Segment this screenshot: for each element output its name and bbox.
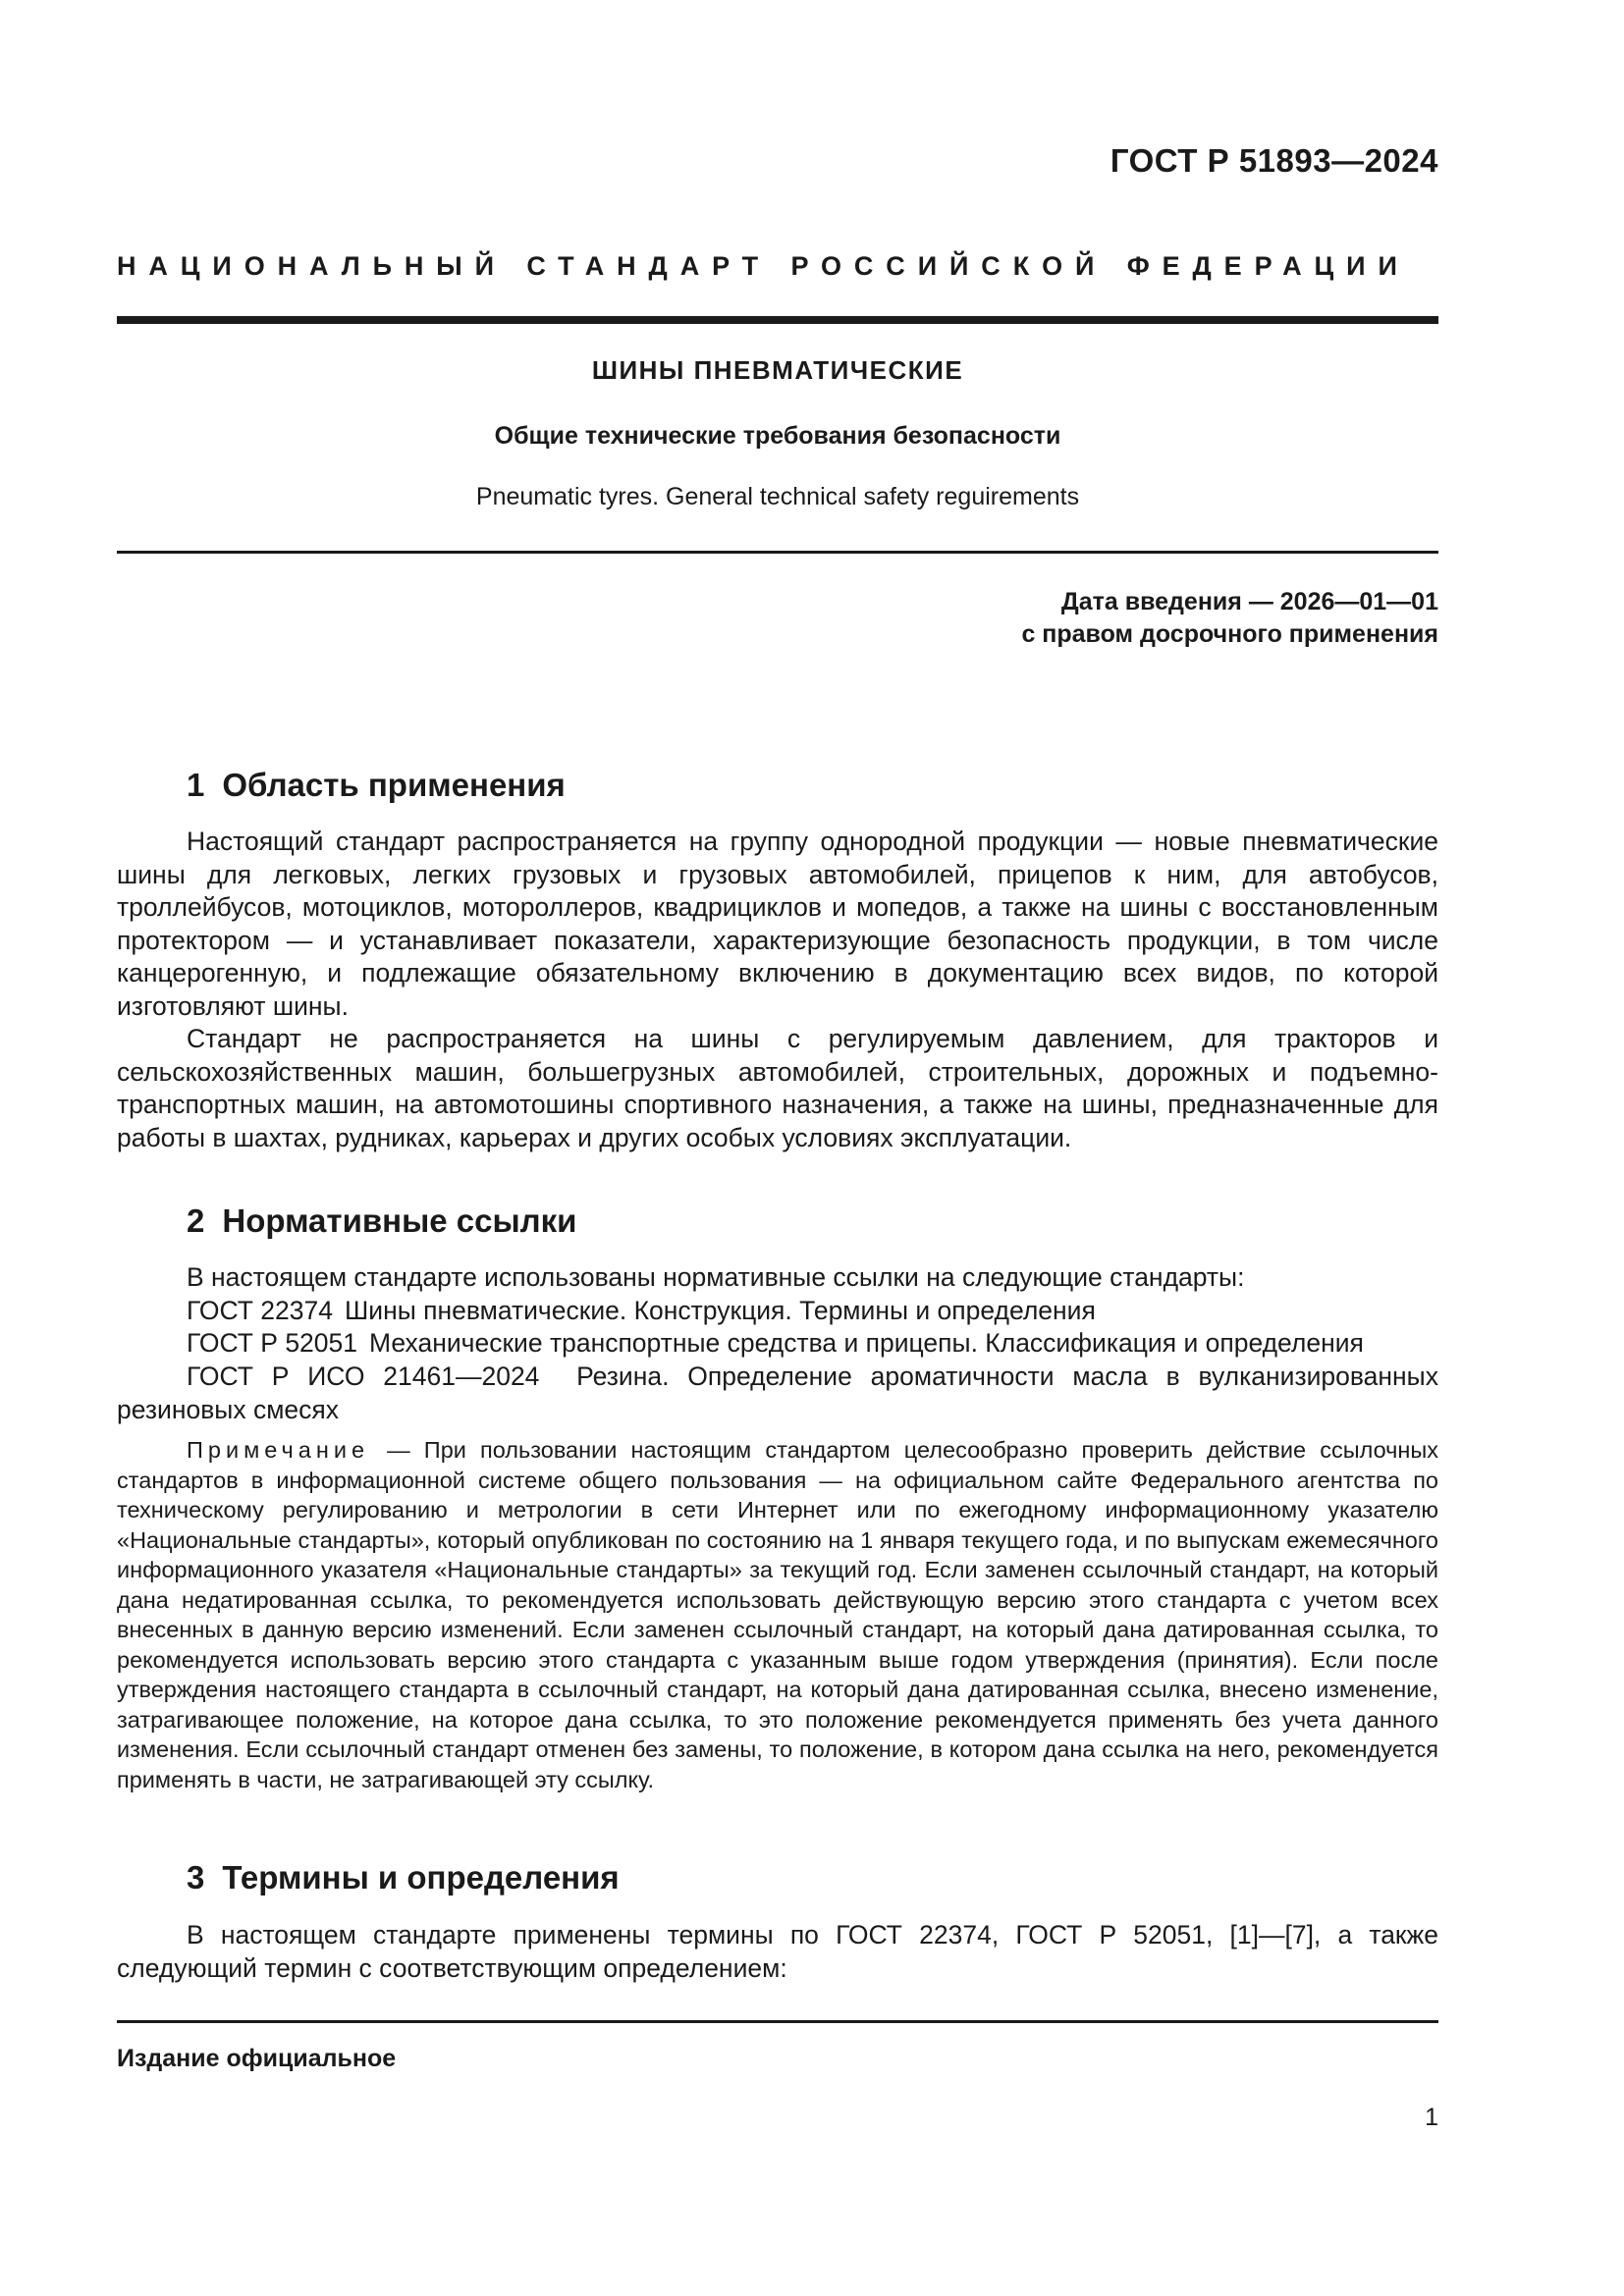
reference-title: Резина. Определение ароматичности масла в вулканизированных резиновых смесях xyxy=(117,1362,1438,1424)
section-2-title: Нормативные ссылки xyxy=(222,1202,577,1239)
reference-title: Механические транспортные средства и прицепы. Классификация и определения xyxy=(369,1328,1364,1358)
section-2-intro: В настоящем стандарте использованы нормативные ссылки на следующие стандарты: xyxy=(187,1262,1245,1292)
section-1-heading xyxy=(187,767,566,804)
reference-code: ГОСТ Р 52051 xyxy=(187,1328,358,1358)
introduction-date: Дата введения — 2026—01—01 xyxy=(1060,588,1438,615)
national-standard-header: НАЦИОНАЛЬНЫЙ СТАНДАРТ РОССИЙСКОЙ ФЕДЕРАЦИИ xyxy=(117,251,1410,281)
page-number: 1 xyxy=(1425,2104,1438,2131)
reference-code: ГОСТ Р ИСО 21461—2024 xyxy=(187,1362,540,1391)
early-application-note: с правом досрочного применения xyxy=(1021,620,1438,648)
section-1-paragraph-2: Стандарт не распространяется на шины с регулируемым давлением, для тракторов и сельскохозяйственных машин, большегрузных автомобилей, строительных, дорожных и подъемно-транспортных машин, на автомотошины спортивного назначения, а также на шины, предназначенные для работы в шахтах, рудниках, карьерах и других особых условиях эксплуатации. xyxy=(117,1024,1438,1152)
section-1-title: Область применения xyxy=(222,767,566,803)
section-3-heading xyxy=(187,1859,620,1896)
section-2-note xyxy=(117,1435,1438,1794)
reference-code: ГОСТ 22374 xyxy=(187,1296,333,1325)
note-label: Примечание xyxy=(187,1437,370,1463)
reference-item xyxy=(117,1361,1438,1426)
document-subtitle: Общие технические требования безопасности xyxy=(494,422,1061,450)
reference-title: Шины пневматические. Конструкция. Термины и определения xyxy=(344,1296,1096,1325)
section-2-heading xyxy=(187,1202,576,1240)
header-divider xyxy=(117,316,1438,324)
document-number: ГОСТ Р 51893—2024 xyxy=(1110,142,1438,179)
section-2-number: 2 xyxy=(187,1202,205,1239)
reference-item xyxy=(187,1327,1438,1361)
section-3-paragraph-1: В настоящем стандарте применены термины по ГОСТ 22374, ГОСТ Р 52051, [1]—[7], а также следующий термин с соответствующим определением: xyxy=(117,1920,1438,1983)
section-1-number: 1 xyxy=(187,767,205,803)
english-title: Pneumatic tyres. General technical safety reguirements xyxy=(475,483,1080,510)
reference-item xyxy=(187,1295,1438,1328)
note-text: — При пользовании настоящим стандартом целесообразно проверить действие ссылочных стандартов в информационной системе общего пользования — на официальном сайте Федерального агентства по техническому регулированию и метрологии в сети Интернет или по ежегодному информационному указателю «Национальные стандарты», который опубликован по состоянию на 1 января текущего года, и по выпускам ежемесячного информационного указателя «Национальные стандарты» за текущий год. Если заменен ссылочный стандарт, на который дана недатированная ссылка, то рекомендуется использовать действующую версию этого стандарта с учетом всех внесенных в данную версию изменений. Если заменен ссылочный стандарт, на который дана датированная ссылка, то рекомендуется использовать версию этого стандарта с указанным выше годом утверждения (принятия). Если после утверждения настоящего стандарта в ссылочный стандарт, на который дана датированная ссылка, внесено изменение, затрагивающее положение, на которое дана ссылка, то это положение рекомендуется применять без учета данного изменения. Если ссылочный стандарт отменен без замены, то положение, в котором дана ссылка на него, рекомендуется применять в части, не затрагивающей эту ссылку. xyxy=(117,1437,1439,1792)
title-divider xyxy=(117,551,1438,554)
introduction-date-block xyxy=(1021,586,1438,651)
section-3-number: 3 xyxy=(187,1859,205,1896)
official-edition-label: Издание официальное xyxy=(117,2045,397,2072)
section-3-title: Термины и определения xyxy=(222,1859,620,1896)
document-title: ШИНЫ ПНЕВМАТИЧЕСКИЕ xyxy=(591,355,964,385)
section-1-paragraph-1: Настоящий стандарт распространяется на группу однородной продукции — новые пневматические шины для легковых, легких грузовых и грузовых автомобилей, прицепов к ним, для автобусов, троллейбусов, мотоциклов, мотороллеров, квадрициклов и мопедов, а также на шины с восстановленным протектором — и устанавливает показатели, характеризующие безопасность продукции, в том числе канцерогенную, и подлежащие обязательному включению в документацию всех видов, по которой изготовляют шины. xyxy=(117,827,1438,1021)
footer-divider xyxy=(117,2020,1438,2023)
